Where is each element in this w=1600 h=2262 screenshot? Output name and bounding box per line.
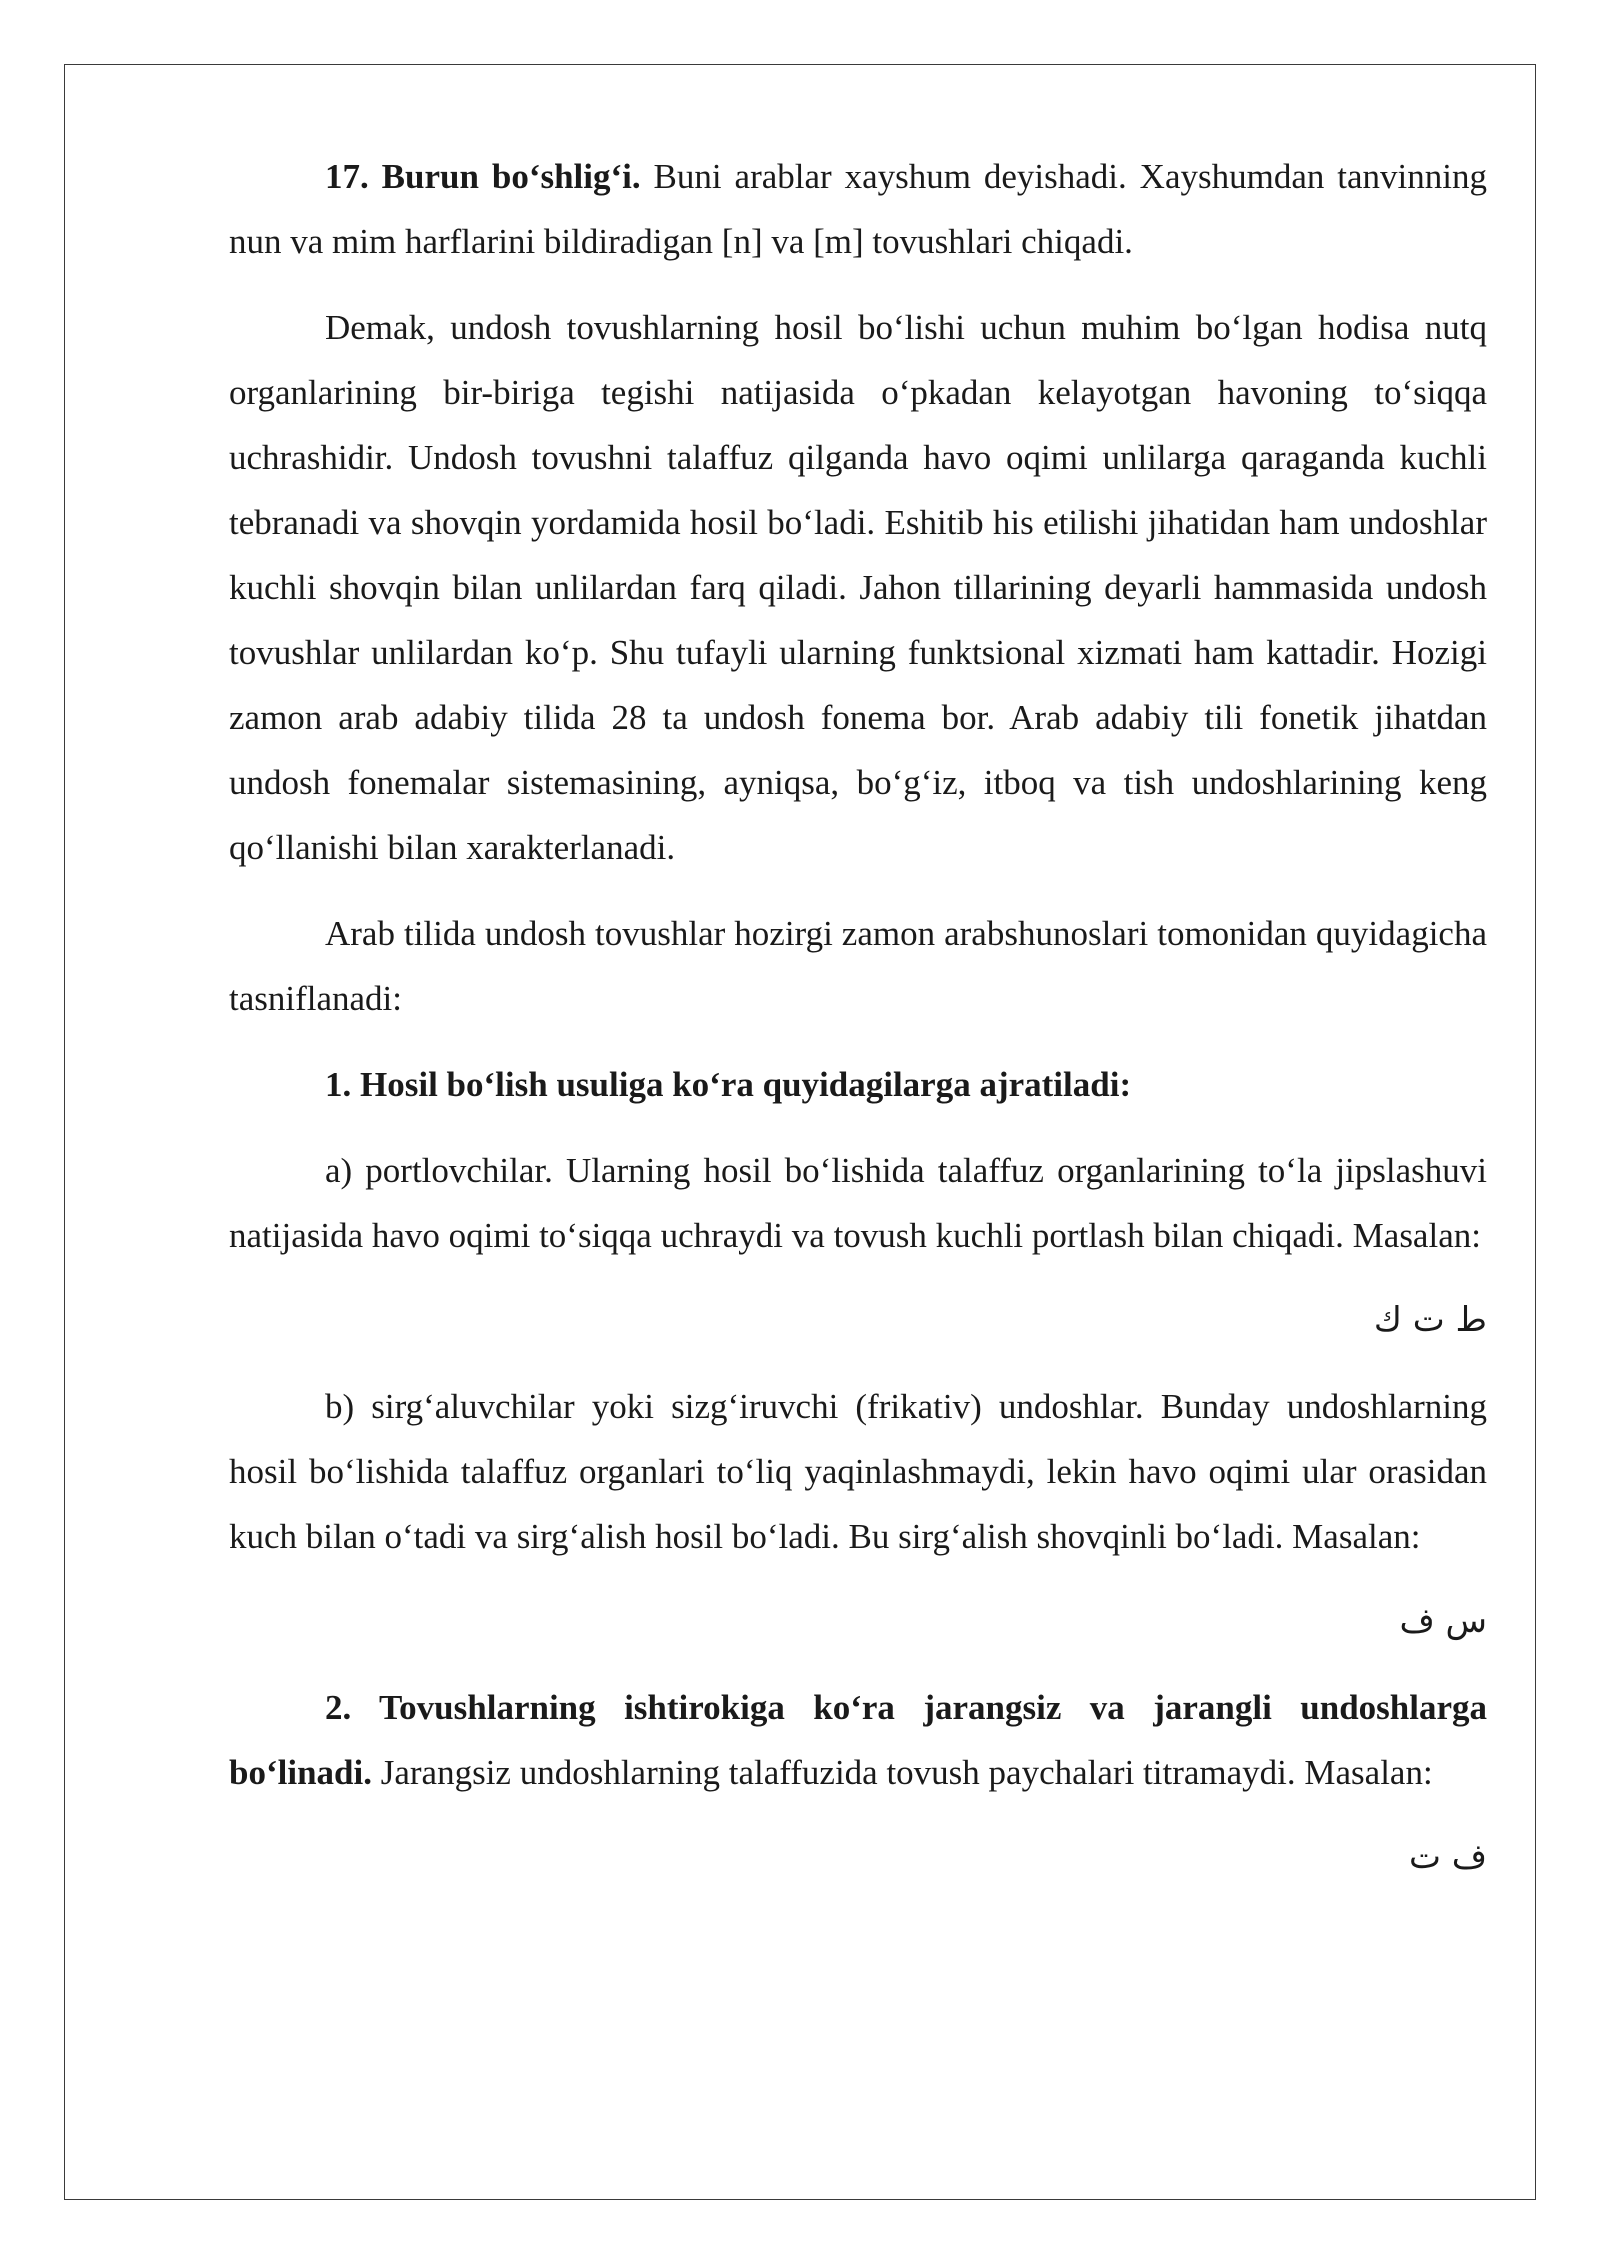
heading-text: 1. Hosil bo‘lish usuliga ko‘ra quyidagilarga ajratiladi: bbox=[325, 1065, 1132, 1104]
paragraph-text: Jarangsiz undoshlarning talaffuzida tovush paychalari titramaydi. Masalan: bbox=[371, 1753, 1433, 1792]
paragraph-voicing bbox=[229, 1675, 1487, 1805]
document-body bbox=[229, 144, 1487, 1890]
heading-formation-method bbox=[229, 1052, 1487, 1117]
arabic-example-fricatives: س ف bbox=[1399, 1601, 1487, 1641]
paragraph-text: Buni arablar xayshum deyishadi. Xayshumdan tanvinning nun va mim harflarini bildiradigan [n] va [m] tovushlari chiqadi. bbox=[229, 157, 1487, 261]
paragraph-nasal-cavity bbox=[229, 144, 1487, 274]
section-heading-17: 17. Burun bo‘shlig‘i. bbox=[325, 157, 641, 196]
paragraph-fricatives: b) sirg‘aluvchilar yoki sizg‘iruvchi (frikativ) undoshlar. Bunday undoshlarning hosil bo‘lishida talaffuz organlari to‘liq yaqinlashmaydi, lekin havo oqimi ular orasidan kuch bilan o‘tadi va sirg‘alish hosil bo‘ladi. Bu sirg‘alish shovqinli bo‘ladi. Masalan: bbox=[229, 1387, 1487, 1556]
paragraph-classification-intro: Arab tilida undosh tovushlar hozirgi zamon arabshunoslari tomonidan quyidagicha tasniflanadi: bbox=[229, 914, 1487, 1018]
arabic-example-plosives: ط ت ك bbox=[1373, 1300, 1487, 1340]
arabic-example-voiceless: ف ت bbox=[1408, 1837, 1487, 1877]
paragraph-plosives: a) portlovchilar. Ularning hosil bo‘lishida talaffuz organlarining to‘la jipslashuvi natijasida havo oqimi to‘siqqa uchraydi va tovush kuchli portlash bilan chiqadi. Masalan: bbox=[229, 1151, 1487, 1255]
section-heading-2: 2. Tovushlarning ishtirokiga ko‘ra jarangsiz va jarangli undoshlarga bo‘linadi. bbox=[229, 1688, 1487, 1792]
paragraph-consonant-formation: Demak, undosh tovushlarning hosil bo‘lishi uchun muhim bo‘lgan hodisa nutq organlarining bir-biriga tegishi natijasida o‘pkadan kelayotgan havoning to‘siqqa uchrashidir. Undosh tovushni talaffuz qilganda havo oqimi unlilarga qaraganda kuchli tebranadi va shovqin yordamida hosil bo‘ladi. Eshitib his etilishi jihatidan ham undoshlar kuchli shovqin bilan unlilardan farq qiladi. Jahon tillarining deyarli hammasida undosh tovushlar unlilardan ko‘p. Shu tufayli ularning funktsional xizmati ham kattadir. Hozigi zamon arab adabiy tilida 28 ta undosh fonema bor. Arab adabiy tili fonetik jihatdan undosh fonemalar sistemasining, ayniqsa, bo‘g‘iz, itboq va tish undoshlarining keng qo‘llanishi bilan xarakterlanadi. bbox=[229, 308, 1487, 867]
